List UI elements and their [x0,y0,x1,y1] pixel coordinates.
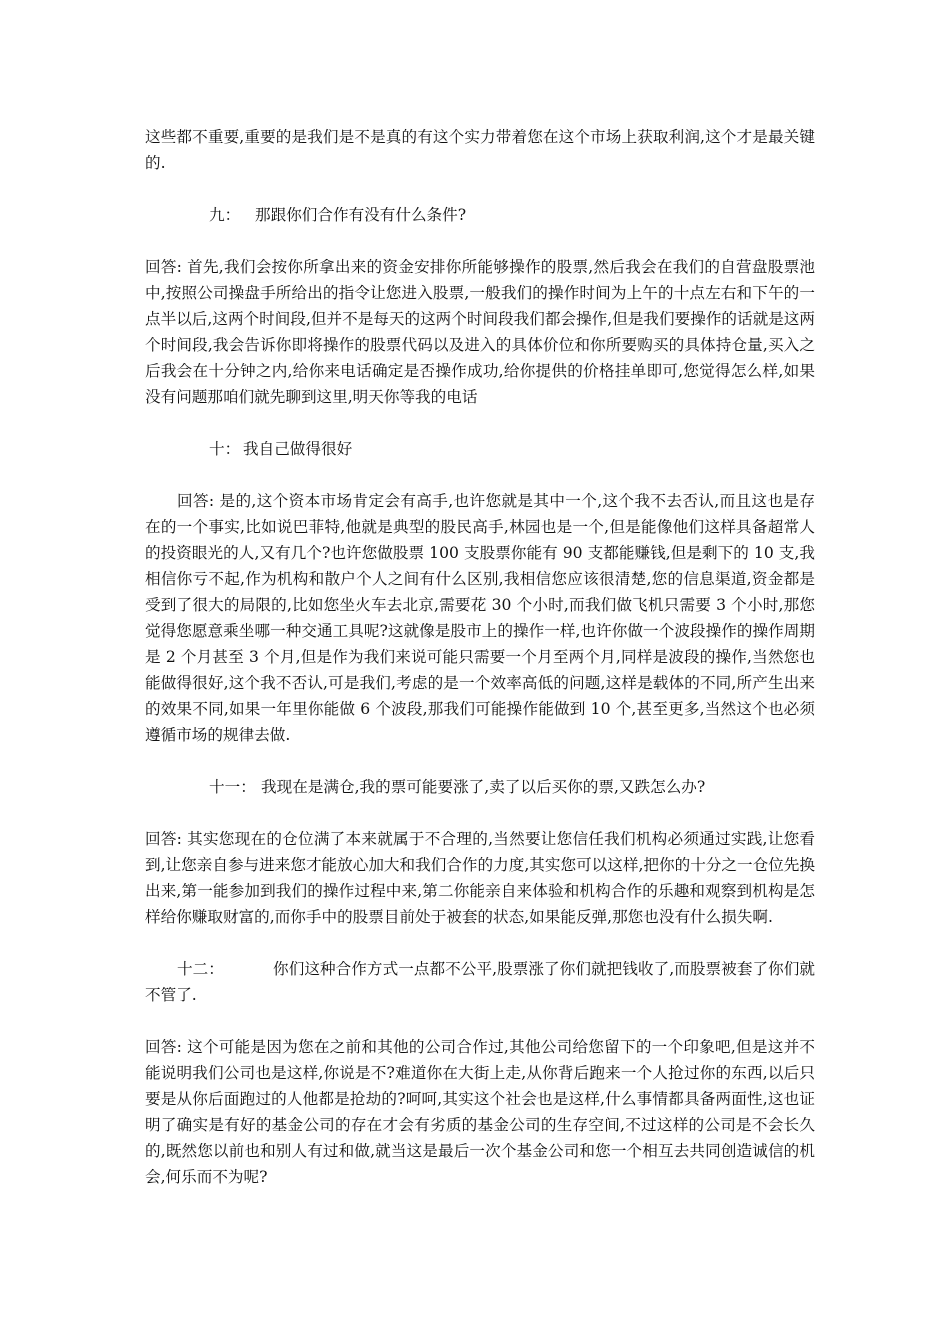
spacer [145,228,815,254]
answer-9: 回答: 首先,我们会按你所拿出来的资金安排你所能够操作的股票,然后我会在我们的自营盘股票池中,按照公司操盘手所给出的指令让您进入股票,一般我们的操作时间为上午的十点左右和下午的一点半以后,这两个时间段,但并不是每天的这两个时间段我们都会操作,但是我们要操作的话就是这两个时间段,我会告诉你即将操作的股票代码以及进入的具体价位和你所要购买的具体持仓量,买入之后我会在十分钟之内,给你来电话确定是否操作成功,给你提供的价格挂单即可,您觉得怎么样,如果没有问题那咱们就先聊到这里,明天你等我的电话 [145,258,815,406]
answer-11: 回答: 其实您现在的仓位满了本来就属于不合理的,当然要让您信任我们机构必须通过实践,让您看到,让您亲自参与进来您才能放心加大和我们合作的力度,其实您可以这样,把你的十分之一仓位先换出来,第一能参加到我们的操作过程中来,第二你能亲自来体验和机构合作的乐趣和观察到机构是怎样给你赚取财富的,而你手中的股票目前处于被套的状态,如果能反弹,那您也没有什么损失啊. [145,830,815,926]
question-9-text: 那跟你们合作有没有什么条件? [255,206,467,224]
question-12-number: 十二： [177,960,224,978]
spacer [145,930,815,956]
question-11-text: 我现在是满仓,我的票可能要涨了,卖了以后买你的票,又跌怎么办? [261,778,706,796]
spacer [145,800,815,826]
spacer [145,462,815,488]
document-page [145,124,815,1190]
question-12 [145,956,815,1008]
question-12-text: 你们这种合作方式一点都不公平,股票涨了你们就把钱收了,而股票被套了你们就不管了. [145,960,815,1004]
question-11-number: 十一： [209,778,256,796]
spacer [145,748,815,774]
question-10 [145,436,815,462]
question-9 [145,202,815,228]
spacer [145,176,815,202]
answer-12: 回答: 这个可能是因为您在之前和其他的公司合作过,其他公司给您留下的一个印象吧,但是这并不能说明我们公司也是这样,你说是不?难道你在大街上走,从你背后跑来一个人抢过你的东西,以后只要是从你后面跑过的人他都是抢劫的?呵呵,其实这个社会也是这样,什么事情都具备两面性,这也证明了确实是有好的基金公司的存在才会有劣质的基金公司的生存空间,不过这样的公司是不会长久的,既然您以前也和别人有过和做,就当这是最后一次个基金公司和您一个相互去共同创造诚信的机会,何乐而不为呢? [145,1038,815,1186]
spacer [145,1008,815,1034]
question-9-number: 九： [209,206,241,224]
question-10-text: 我自己做得很好 [243,440,353,458]
intro-paragraph: 这些都不重要,重要的是我们是不是真的有这个实力带着您在这个市场上获取利润,这个才是最关键的. [145,128,815,172]
question-11 [145,774,815,800]
question-10-number: 十： [209,440,241,458]
spacer [145,410,815,436]
answer-10: 回答: 是的,这个资本市场肯定会有高手,也许您就是其中一个,这个我不去否认,而且这也是存在的一个事实,比如说巴菲特,他就是典型的股民高手,林园也是一个,但是能像他们这样具备超常人的投资眼光的人,又有几个?也许您做股票 100 支股票你能有 90 支都能赚钱,但是剩下的 10 支,我相信你亏不起,作为机构和散户个人之间有什么区别,我相信您应该很清楚,您的信息渠道,资金都是受到了很大的局限的,比如您坐火车去北京,需要花 30 个小时,而我们做飞机只需要 3 个小时,那您觉得您愿意乘坐哪一种交通工具呢?这就像是股市上的操作一样,也许你做一个波段操作的操作周期是 2 个月甚至 3 个月,但是作为我们来说可能只需要一个月至两个月,同样是波段的操作,当然您也能做得很好,这个我不否认,可是我们,考虑的是一个效率高低的问题,这样是载体的不同,所产生出来的效果不同,如果一年里你能做 6 个波段,那我们可能操作能做到 10 个,甚至更多,当然这个也必须遵循市场的规律去做. [145,492,815,744]
